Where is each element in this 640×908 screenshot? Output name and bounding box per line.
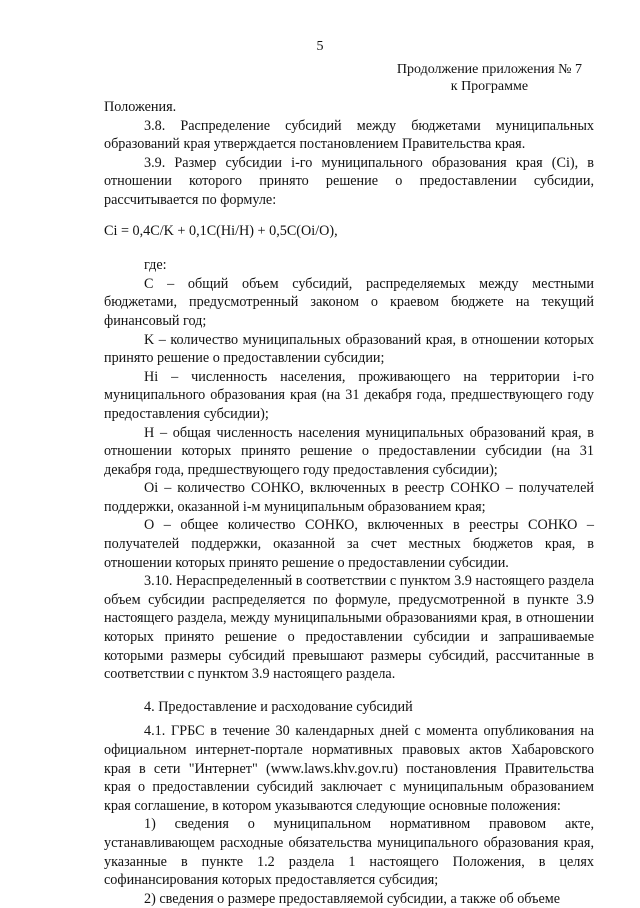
subsidy-formula: Ci = 0,4С/K + 0,1С(Hi/H) + 0,5С(Oi/O), [104, 222, 338, 239]
list-item-1: 1) сведения о муниципальном нормативном правовом акте, устанавливающем расходные обязательства муниципального образования края, указанные в пункте 1.2 раздела 1 настоящего Положения, в целях софинансирования которых предоставляется субсидия; [104, 816, 594, 889]
list-item-2: 2) сведения о размере предоставляемой субсидии, а также об объеме [144, 890, 561, 907]
appendix-line-2: к Программе [450, 78, 529, 94]
page-number: 5 [316, 39, 324, 54]
appendix-header [397, 62, 582, 95]
definition-c: С – общий объем субсидий, распределяемых между местными бюджетами, предусмотренный законом о краевом бюджете на текущий финансовый год; [104, 275, 594, 329]
definition-hi: Hi – численность населения, проживающего на территории i-го муниципального образования края (на 31 декабря года, предшествующего году предоставления субсидии); [104, 368, 594, 422]
where-label: где: [144, 257, 167, 274]
paragraph-continuation: Положения. [104, 99, 177, 115]
definition-oi: Oi – количество СОНКО, включенных в реестр СОНКО – получателей поддержки, оказанной i-м муниципальным образованием края; [104, 480, 594, 515]
paragraph-4-1: 4.1. ГРБС в течение 30 календарных дней с момента опубликования на официальном интернет-портале нормативных правовых актов Хабаровского края в сети "Интернет" (www.laws.khv.gov.ru) постановления Правительства края о предоставлении субсидий заключает с муниципальным образованием края соглашение, в котором указываются следующие основные положения: [104, 723, 594, 814]
section-4-heading: 4. Предоставление и расходование субсидий [144, 698, 413, 715]
definition-h: H – общая численность населения муниципальных образований края, в отношении которых принято решение о предоставлении субсидии (на 31 декабря года, предшествующего году предоставления субсидии); [104, 424, 594, 478]
paragraph-3-8: 3.8. Распределение субсидий между бюджетами муниципальных образований края утверждается постановлением Правительства края. [104, 117, 594, 153]
definition-o: O – общее количество СОНКО, включенных в реестры СОНКО – получателей поддержки, оказанной за счет местных бюджетов края, в отношении которых принято решение о предоставлении субсидии. [104, 517, 594, 571]
definition-k: K – количество муниципальных образований края, в отношении которых принято решение о предоставлении субсидии; [104, 331, 594, 367]
paragraph-3-10: 3.10. Нераспределенный в соответствии с пунктом 3.9 настоящего раздела объем субсидии распределяется по формуле, предусмотренной в пункте 3.9 настоящего раздела, между муниципальными образованиями края, в отношении которых принято решение о предоставлении субсидии и запрашиваемые которыми размеры субсидий превышают размеры субсидий, рассчитанные в соответствии с пунктом 3.9 настоящего раздела. [104, 573, 594, 683]
appendix-line-1: Продолжение приложения № 7 [396, 62, 582, 77]
document-body [104, 98, 594, 908]
paragraph-3-9: 3.9. Размер субсидии i-го муниципального образования края (Ci), в отношении которого принято решение о предоставлении субсидии, рассчитывается по формуле: [104, 154, 594, 208]
